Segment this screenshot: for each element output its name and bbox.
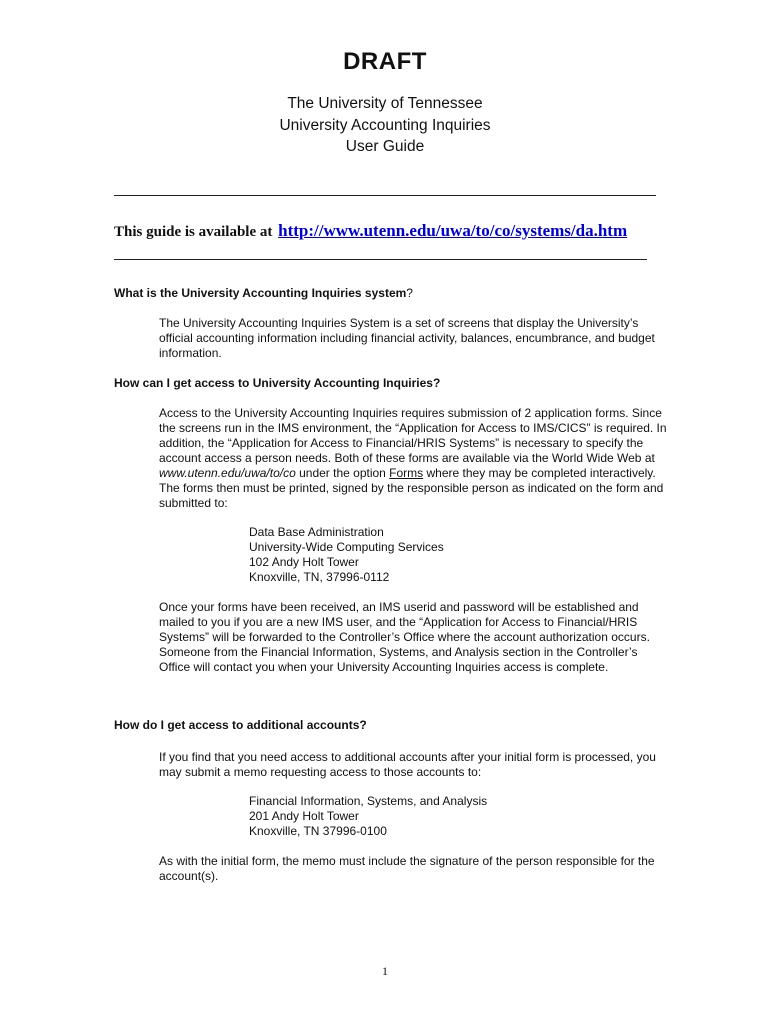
access-text-part2: under the option bbox=[295, 466, 390, 480]
fisa-address-line-3: Knoxville, TN 37996-0100 bbox=[249, 824, 387, 838]
fisa-address-line-2: 201 Andy Holt Tower bbox=[249, 809, 359, 823]
guide-url-link[interactable]: http://www.utenn.edu/uwa/to/co/systems/da.htm bbox=[278, 221, 628, 240]
dba-address-block bbox=[249, 525, 444, 585]
additional-accounts-paragraph: If you find that you need access to additional accounts after your initial form is processed, you may submit a memo requesting access to those accounts to: bbox=[159, 750, 656, 779]
availability-label: This guide is available at bbox=[114, 224, 273, 240]
access-paragraph bbox=[159, 406, 669, 511]
dba-address-line-3: 102 Andy Holt Tower bbox=[249, 555, 359, 569]
what-is-paragraph: The University Accounting Inquiries System is a set of screens that display the University’s official accounting information including financial activity, balances, encumbrance, and budget information. bbox=[159, 316, 655, 360]
section-heading-access: How can I get access to University Accounting Inquiries? bbox=[114, 376, 441, 390]
access-web-address[interactable]: www.utenn.edu/uwa/to/co bbox=[159, 466, 296, 480]
title-line-system: University Accounting Inquiries bbox=[279, 116, 491, 134]
dba-address-line-4: Knoxville, TN, 37996-0112 bbox=[249, 570, 390, 584]
section-heading-additional-accounts: How do I get access to additional accounts? bbox=[114, 718, 367, 732]
document-title bbox=[0, 93, 770, 158]
access-text-part3: where they may be completed interactively. The forms then must be printed, signed by the responsible person as indicated on the form and submitted to: bbox=[159, 466, 664, 510]
fisa-address-line-1: Financial Information, Systems, and Analysis bbox=[249, 794, 488, 808]
access-text-part1: Access to the University Accounting Inquiries requires submission of 2 application forms. Since the screens run in the IMS environment, the “Application for Access to IMS/CICS” is required. In addition, the “Application for Access to Financial/HRIS Systems” is necessary to specify the account access a person needs. Both of these forms are available via the World Wide Web at bbox=[159, 406, 667, 465]
closing-paragraph: As with the initial form, the memo must include the signature of the person responsible for the account(s). bbox=[159, 854, 655, 883]
dba-address-line-2: University-Wide Computing Services bbox=[249, 540, 444, 554]
fisa-address-block bbox=[249, 794, 487, 839]
followup-paragraph: Once your forms have been received, an IMS userid and password will be established and mailed to you if you are a new IMS user, and the “Application for Access to Financial/HRIS Systems” will be forwarded to the Controller’s Office where the account authorization occurs. Someone from the Financial Information, Systems, and Analysis section in the Controller’s Office will contact you when your University Accounting Inquiries access is complete. bbox=[159, 600, 650, 674]
section-heading-what-is-text: What is the University Accounting Inquiries system bbox=[114, 286, 407, 300]
section-heading-what-is-suffix: ? bbox=[406, 286, 413, 300]
availability-line bbox=[114, 221, 627, 241]
draft-heading: DRAFT bbox=[343, 48, 427, 75]
page-number: 1 bbox=[382, 964, 388, 978]
bottom-divider bbox=[114, 259, 647, 260]
dba-address-line-1: Data Base Administration bbox=[249, 525, 384, 539]
forms-link[interactable]: Forms bbox=[389, 466, 424, 480]
title-line-university: The University of Tennessee bbox=[287, 95, 483, 112]
section-heading-what-is bbox=[114, 286, 413, 300]
title-line-guide: User Guide bbox=[345, 138, 425, 155]
top-divider bbox=[114, 195, 656, 196]
